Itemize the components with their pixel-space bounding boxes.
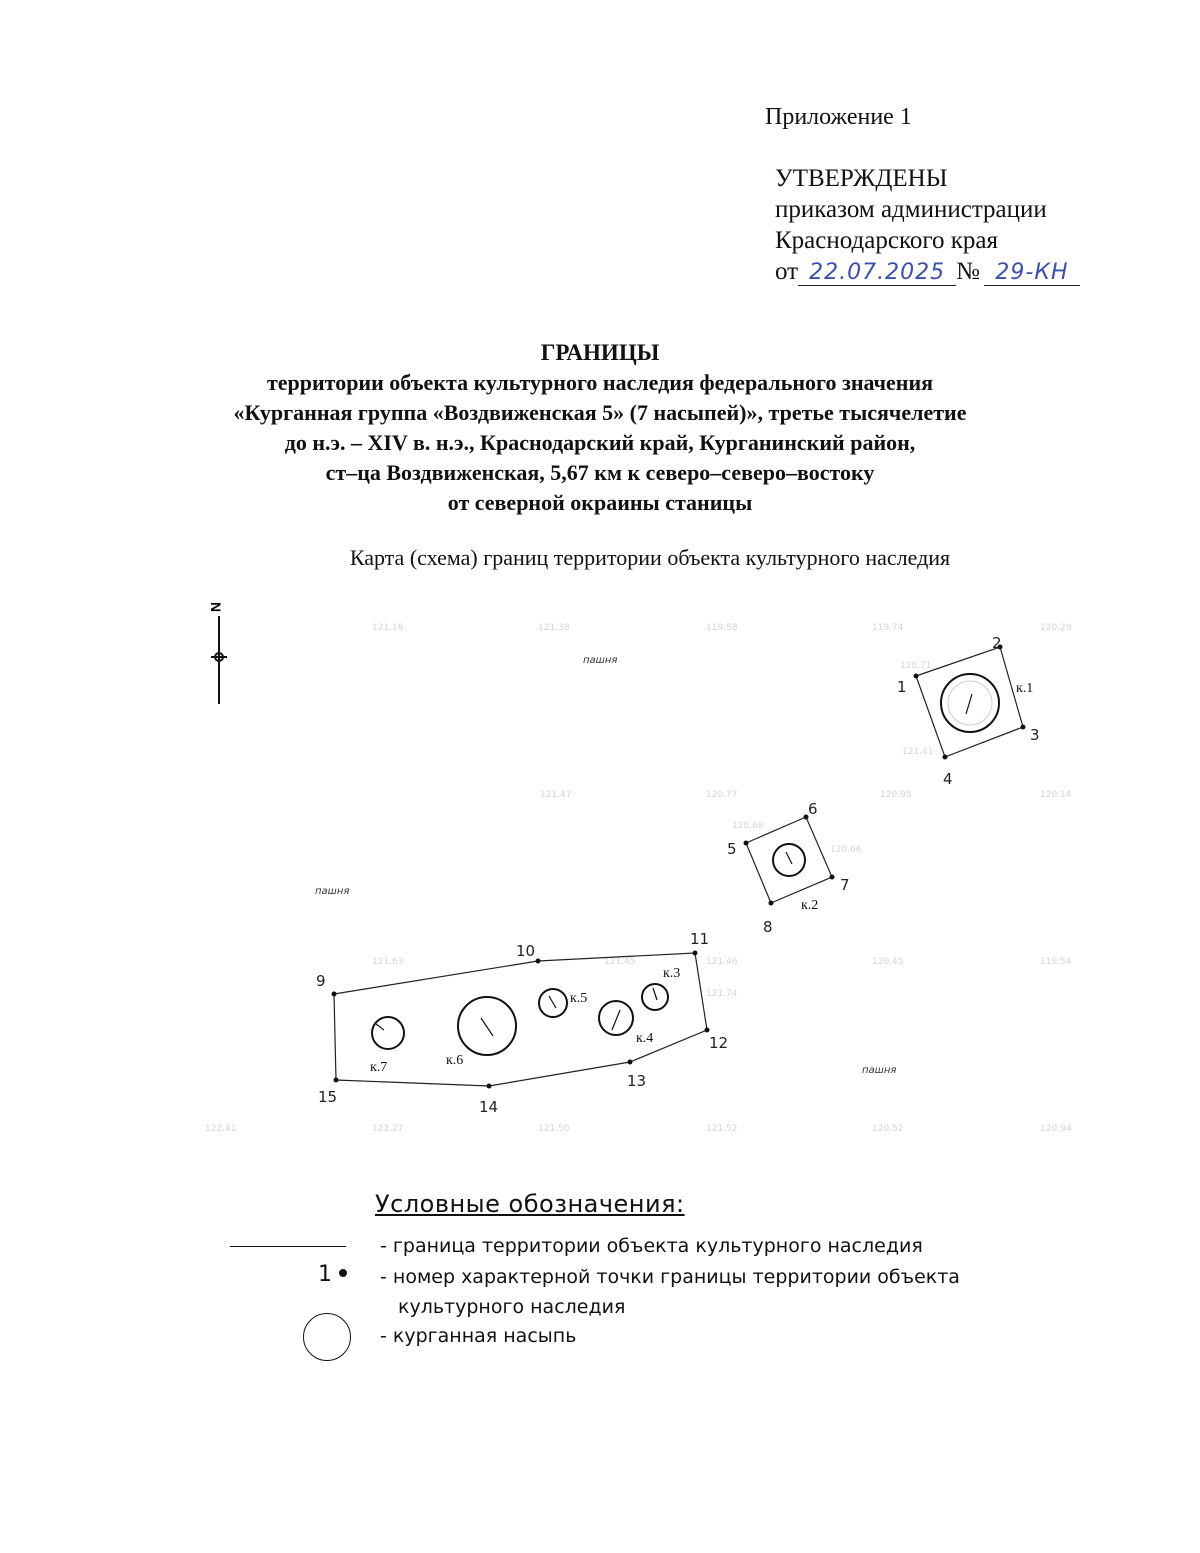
approved-by-order: приказом администрации — [775, 196, 1047, 223]
elevation-label: 122.27 — [372, 1124, 404, 1134]
land-label: пашня — [862, 1065, 897, 1076]
boundary-point — [1021, 725, 1026, 730]
boundary-point — [705, 1028, 710, 1033]
boundary-points — [332, 645, 1026, 1089]
mound-label: к.1 — [1016, 681, 1034, 696]
point-number: 6 — [808, 800, 818, 818]
point-number: 7 — [840, 876, 850, 894]
mound-label: к.3 — [663, 966, 681, 981]
legend-point-dot-icon — [339, 1269, 347, 1277]
elevation-label: 120.71 — [900, 661, 932, 671]
title-line: ст–ца Воздвиженская, 5,67 км к северо–северо–востоку — [325, 460, 875, 485]
mound-circle — [599, 1001, 633, 1035]
elevation-label: 120.45 — [872, 957, 904, 967]
elevation-label: 120.52 — [872, 1124, 904, 1134]
title-heading: ГРАНИЦЫ — [540, 340, 660, 365]
elevation-label: 121.38 — [538, 623, 570, 633]
elevation-label: 121.74 — [706, 989, 738, 999]
mound-circle — [372, 1017, 404, 1049]
date-prefix: от — [775, 258, 799, 285]
elevation-label: 122.41 — [205, 1124, 237, 1134]
legend-boundary-text: - граница территории объекта культурного наследия — [380, 1235, 923, 1257]
elevation-label: 121.63 — [372, 957, 404, 967]
elevation-label: 120.94 — [1040, 1124, 1072, 1134]
elevation-label: 120.77 — [706, 790, 738, 800]
territory-boundaries — [334, 647, 1023, 1086]
elevation-label: 119.74 — [872, 623, 904, 633]
point-number: 1 — [897, 678, 907, 696]
boundary-point — [769, 901, 774, 906]
boundary-point — [332, 992, 337, 997]
mound-inner-contour — [948, 681, 992, 725]
north-arrow-icon — [211, 616, 227, 704]
point-number: 4 — [943, 770, 953, 788]
point-number: 9 — [316, 972, 326, 990]
mound-circle — [941, 674, 999, 732]
boundary-point — [628, 1060, 633, 1065]
elevation-label: 119.54 — [1040, 957, 1072, 967]
elevation-label: 121.46 — [706, 957, 738, 967]
approved-date-line — [775, 256, 1080, 287]
mound-label: к.5 — [570, 991, 588, 1006]
point-number: 8 — [763, 918, 773, 936]
elevation-label: 121.47 — [540, 790, 572, 800]
mound-circle — [773, 844, 805, 876]
elevation-label: 121.52 — [706, 1124, 738, 1134]
date-handwritten: 22.07.2025 — [798, 261, 956, 286]
title-line: территории объекта культурного наследия федерального значения — [266, 370, 934, 395]
land-label: пашня — [583, 655, 618, 666]
elevation-label: 120.66 — [830, 845, 862, 855]
legend-point-text: - номер характерной точки границы территории объекта — [380, 1266, 960, 1288]
legend-point-text-cont: культурного наследия — [398, 1296, 626, 1318]
mound-label: к.7 — [370, 1060, 388, 1075]
mound-label: к.2 — [801, 898, 819, 913]
number-prefix: № — [956, 258, 980, 285]
point-number: 5 — [727, 840, 737, 858]
boundary-point — [943, 755, 948, 760]
elevation-label: 121.16 — [372, 623, 404, 633]
point-number: 14 — [479, 1098, 499, 1116]
approved-region: Краснодарского края — [775, 227, 998, 254]
map-subtitle: Карта (схема) границ территории объекта культурного наследия — [349, 545, 951, 570]
boundary-point — [914, 674, 919, 679]
document-title — [150, 338, 1050, 518]
land-label: пашня — [315, 886, 350, 897]
legend-mound-text: - курганная насыпь — [380, 1325, 577, 1347]
title-line: от северной окраины станицы — [447, 490, 753, 515]
legend-mound-circle-icon — [303, 1313, 351, 1361]
mound-label: к.6 — [446, 1053, 464, 1068]
elevation-label: 120.29 — [1040, 623, 1072, 633]
legend-title: Условные обозначения: — [375, 1190, 685, 1218]
elevation-label: 121.41 — [902, 747, 934, 757]
elevation-label: 121.50 — [538, 1124, 570, 1134]
boundary-point — [693, 951, 698, 956]
boundary-point — [487, 1084, 492, 1089]
boundary-point — [334, 1078, 339, 1083]
elevation-label: 120.68 — [732, 821, 764, 831]
point-number: 15 — [318, 1088, 338, 1106]
legend-point-number: 1 — [318, 1262, 332, 1287]
boundary-map — [0, 590, 1200, 1160]
mounds — [372, 674, 999, 1055]
title-line: до н.э. – XIV в. н.э., Краснодарский край, Курганинский район, — [284, 430, 916, 455]
title-line: «Курганная группа «Воздвиженская 5» (7 насыпей)», третье тысячелетие — [233, 400, 967, 425]
point-number: 13 — [627, 1072, 647, 1090]
elevation-label: 121.45 — [604, 957, 636, 967]
approved-heading: УТВЕРЖДЕНЫ — [775, 165, 948, 192]
approval-block — [775, 163, 1080, 287]
boundary-polygon — [334, 953, 707, 1086]
point-number: 2 — [992, 634, 1002, 652]
point-number: 10 — [516, 942, 536, 960]
boundary-point — [830, 875, 835, 880]
point-number: 11 — [690, 930, 710, 948]
boundary-point — [744, 841, 749, 846]
elevation-label: 120.14 — [1040, 790, 1072, 800]
elevation-label: 120.95 — [880, 790, 912, 800]
legend-boundary-line-icon — [230, 1246, 346, 1247]
mound-label: к.4 — [636, 1031, 654, 1046]
mound-circle — [642, 984, 668, 1010]
north-label: N — [208, 602, 224, 613]
point-number: 3 — [1030, 726, 1040, 744]
number-handwritten: 29-КН — [984, 261, 1080, 286]
point-number: 12 — [709, 1034, 729, 1052]
appendix-label: Приложение 1 — [765, 104, 912, 130]
elevation-label: 119.58 — [706, 623, 738, 633]
boundary-point — [536, 959, 541, 964]
